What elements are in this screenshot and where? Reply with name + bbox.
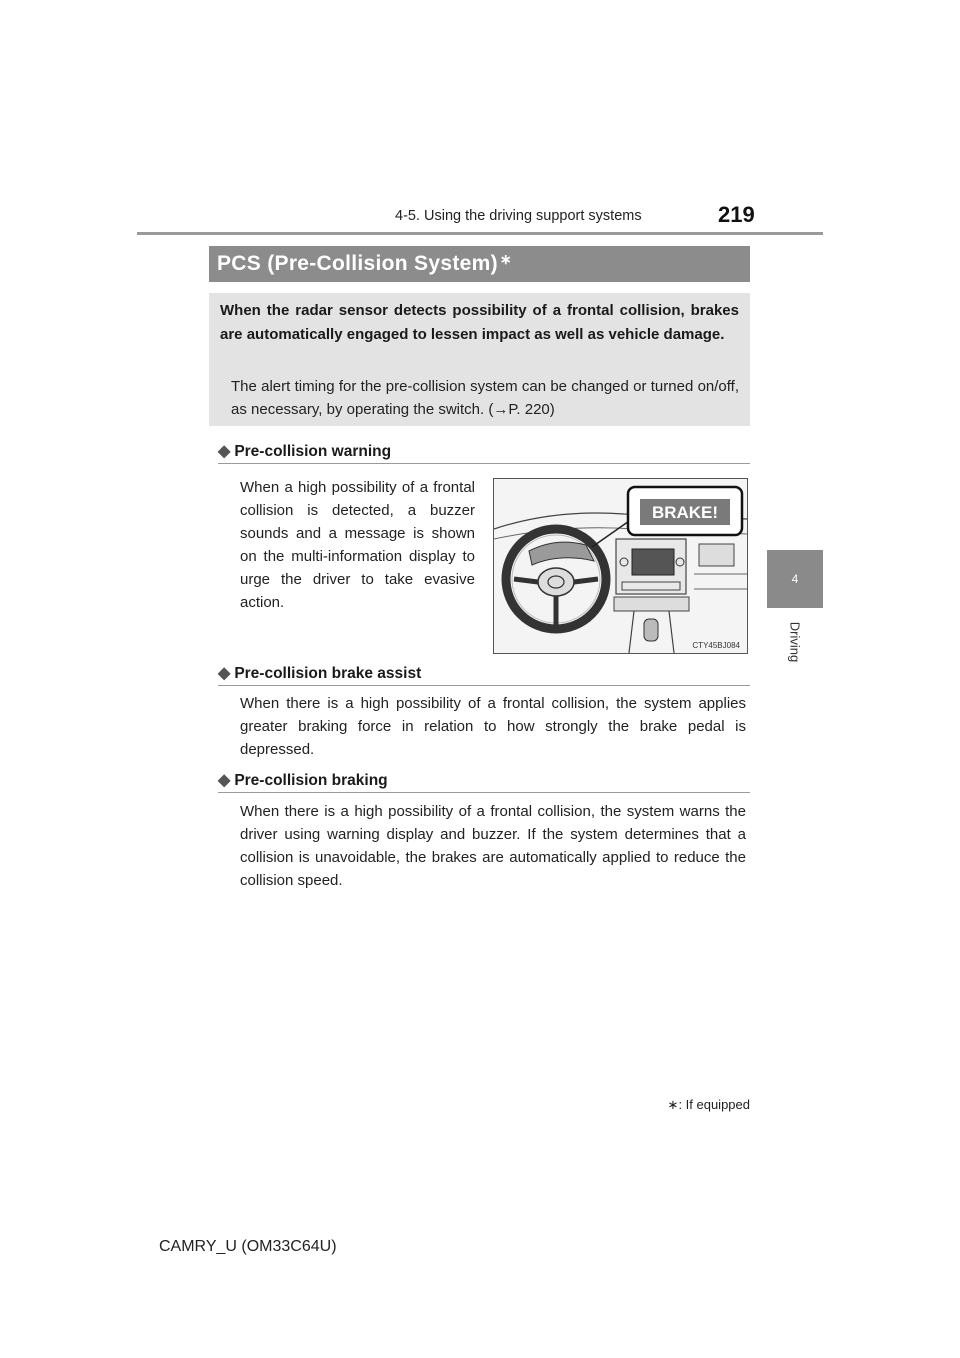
dashboard-figure <box>493 478 748 654</box>
page-number: 219 <box>718 202 755 227</box>
chapter-number: 4 <box>791 572 799 586</box>
section-heading-text: Pre-collision brake assist <box>234 665 422 682</box>
intro-summary: When the radar sensor detects possibility of a frontal collision, brakes are automatically engaged to lessen impact as well as vehicle damage. <box>220 302 739 343</box>
section-heading-brake-assist <box>218 663 421 683</box>
footer-model-code: CAMRY_U (OM33C64U) <box>159 1238 337 1255</box>
section-body-braking: When there is a high possibility of a frontal collision, the system warns the driver using warning display and buzzer. If the system determines that a collision is unavoidable, the brakes are automatically applied to reduce the collision speed. <box>240 803 746 889</box>
header-section-title: 4-5. Using the driving support systems <box>395 208 642 224</box>
intro-box <box>209 293 750 426</box>
header-divider <box>137 232 823 235</box>
section-heading-text: Pre-collision warning <box>234 443 392 460</box>
page-title-text: PCS (Pre-Collision System) <box>217 252 498 275</box>
section-heading-warning <box>218 441 391 461</box>
section-divider <box>218 792 750 793</box>
diamond-bullet-icon: ◆ <box>218 665 231 682</box>
dashboard-illustration <box>494 479 747 653</box>
section-body-brake-assist: When there is a high possibility of a frontal collision, the system applies greater braking force in relation to how strongly the brake pedal is depressed. <box>240 695 746 758</box>
section-body-warning: When a high possibility of a frontal collision is detected, a buzzer sounds and a message is shown on the multi-information display to urge the driver to take evasive action. <box>240 479 475 611</box>
chapter-tab[interactable] <box>767 550 823 608</box>
brake-warning-message: BRAKE! <box>651 503 719 522</box>
diamond-bullet-icon: ◆ <box>218 443 231 460</box>
intro-note: The alert timing for the pre-collision system can be changed or turned on/off, as necessary, by operating the switch. (→P. 220) <box>231 378 739 418</box>
section-heading-text: Pre-collision braking <box>234 772 388 789</box>
chapter-label-container <box>767 612 823 672</box>
figure-code: CTY45BJ084 <box>692 641 740 650</box>
footnote <box>600 1097 750 1113</box>
page-title <box>217 251 512 276</box>
section-divider <box>218 463 750 464</box>
section-heading-braking <box>218 770 388 790</box>
chapter-label: Driving <box>787 621 803 663</box>
footnote-text: : If equipped <box>678 1097 750 1112</box>
footnote-mark: ∗ <box>667 1097 679 1112</box>
section-title-bar <box>209 246 750 282</box>
equipped-mark: ∗ <box>499 251 512 267</box>
section-divider <box>218 685 750 686</box>
diamond-bullet-icon: ◆ <box>218 772 231 789</box>
